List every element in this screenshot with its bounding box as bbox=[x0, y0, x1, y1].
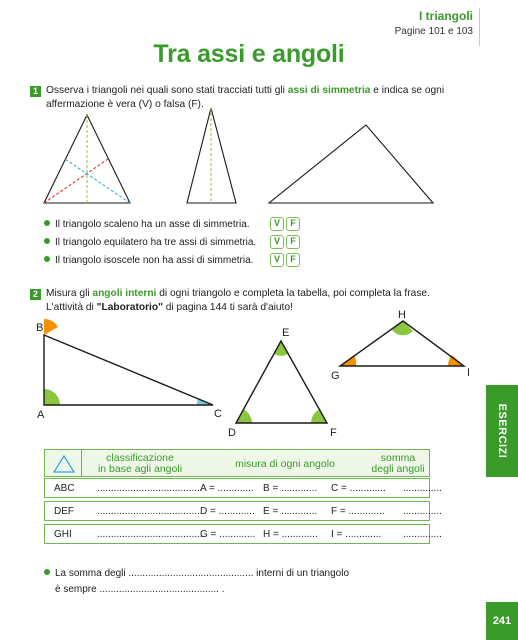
statement-3-true-box[interactable]: V bbox=[270, 253, 284, 267]
classification-blank[interactable]: ...................................... bbox=[97, 506, 203, 517]
header-classification: classificazione in base agli angoli bbox=[97, 452, 183, 475]
triangle-def bbox=[236, 341, 327, 423]
triangle-abc bbox=[44, 319, 213, 405]
statement-3: Il triangolo isoscele non ha assi di simmetria. bbox=[44, 255, 253, 266]
exercise-1-instructions: Osserva i triangoli nei quali sono stati tracciati tutti gli assi di simmetria e indica se ogni affermazione è vera (V) o falsa (F). bbox=[46, 85, 445, 110]
angle-3-blank[interactable]: F = ............. bbox=[331, 506, 385, 517]
isosceles-triangle-figure bbox=[187, 108, 236, 203]
table-row bbox=[44, 501, 442, 521]
header-topic: I triangoli bbox=[419, 9, 473, 23]
table-row bbox=[44, 478, 442, 498]
header-pages: Pagine 101 e 103 bbox=[394, 26, 473, 37]
scalene-triangle-figure bbox=[269, 125, 433, 203]
side-tab-esercizi: ESERCIZI bbox=[486, 385, 518, 477]
classification-blank[interactable]: ...................................... bbox=[97, 483, 203, 494]
triangle-ghi bbox=[340, 321, 464, 366]
statement-2-false-box[interactable]: F bbox=[286, 235, 300, 249]
statement-3-false-box[interactable]: F bbox=[286, 253, 300, 267]
angle-2-blank[interactable]: E = ............. bbox=[263, 506, 318, 517]
vertex-label-f: F bbox=[330, 427, 337, 439]
equilateral-triangle-figure bbox=[44, 115, 130, 203]
page-title: Tra assi e angoli bbox=[153, 40, 345, 68]
closing-sentence: La somma degli ............................................. interni di un triangolo è sempre ........................................... . bbox=[44, 566, 349, 598]
exercise-2-number: 2 bbox=[30, 289, 41, 300]
statement-2: Il triangolo equilatero ha tre assi di simmetria. bbox=[44, 237, 256, 248]
angle-2-blank[interactable]: H = ............. bbox=[263, 529, 318, 540]
row-name: ABC bbox=[54, 483, 75, 494]
vertex-label-b: B bbox=[36, 322, 44, 334]
vertex-label-c: C bbox=[214, 408, 222, 420]
closing-blank-1[interactable]: ............................................. bbox=[128, 568, 254, 579]
angle-1-blank[interactable]: A = ............. bbox=[200, 483, 254, 494]
table-row bbox=[44, 524, 442, 544]
vertex-label-i: I bbox=[467, 367, 471, 379]
angle-1-blank[interactable]: G = ............. bbox=[200, 529, 256, 540]
header-measure: misura di ogni angolo bbox=[235, 458, 335, 470]
row-name: DEF bbox=[54, 506, 74, 517]
angle-2-blank[interactable]: B = ............. bbox=[263, 483, 318, 494]
vertex-label-g: G bbox=[331, 370, 340, 382]
vertex-label-h: H bbox=[398, 309, 406, 321]
angle-3-blank[interactable]: I = ............. bbox=[331, 529, 382, 540]
sum-blank[interactable]: .............. bbox=[403, 506, 442, 517]
table-header bbox=[44, 449, 430, 477]
exercise-2-instructions: Misura gli angoli interni di ogni triangolo e completa la tabella, poi completa la frase. L'attività di "Laboratorio" di pagina 144 ti sarà d'aiuto! bbox=[46, 288, 430, 313]
exercise-1-number: 1 bbox=[30, 86, 41, 97]
triangle-icon bbox=[53, 455, 75, 473]
closing-blank-2[interactable]: ........................................... bbox=[99, 584, 219, 595]
header-sum: somma degli angoli bbox=[371, 452, 425, 475]
classification-blank[interactable]: ...................................... bbox=[97, 529, 203, 540]
sum-blank[interactable]: .............. bbox=[403, 529, 442, 540]
angle-3-blank[interactable]: C = ............. bbox=[331, 483, 386, 494]
vertex-label-d: D bbox=[228, 427, 236, 439]
statement-1: Il triangolo scaleno ha un asse di simmetria. bbox=[44, 219, 250, 230]
vertex-label-e: E bbox=[282, 327, 290, 339]
statement-1-false-box[interactable]: F bbox=[286, 217, 300, 231]
angle-1-blank[interactable]: D = ............. bbox=[200, 506, 255, 517]
sum-blank[interactable]: .............. bbox=[403, 483, 442, 494]
statement-1-true-box[interactable]: V bbox=[270, 217, 284, 231]
page-number: 241 bbox=[486, 602, 518, 640]
vertex-label-a: A bbox=[37, 409, 45, 421]
statement-2-true-box[interactable]: V bbox=[270, 235, 284, 249]
row-name: GHI bbox=[54, 529, 72, 540]
